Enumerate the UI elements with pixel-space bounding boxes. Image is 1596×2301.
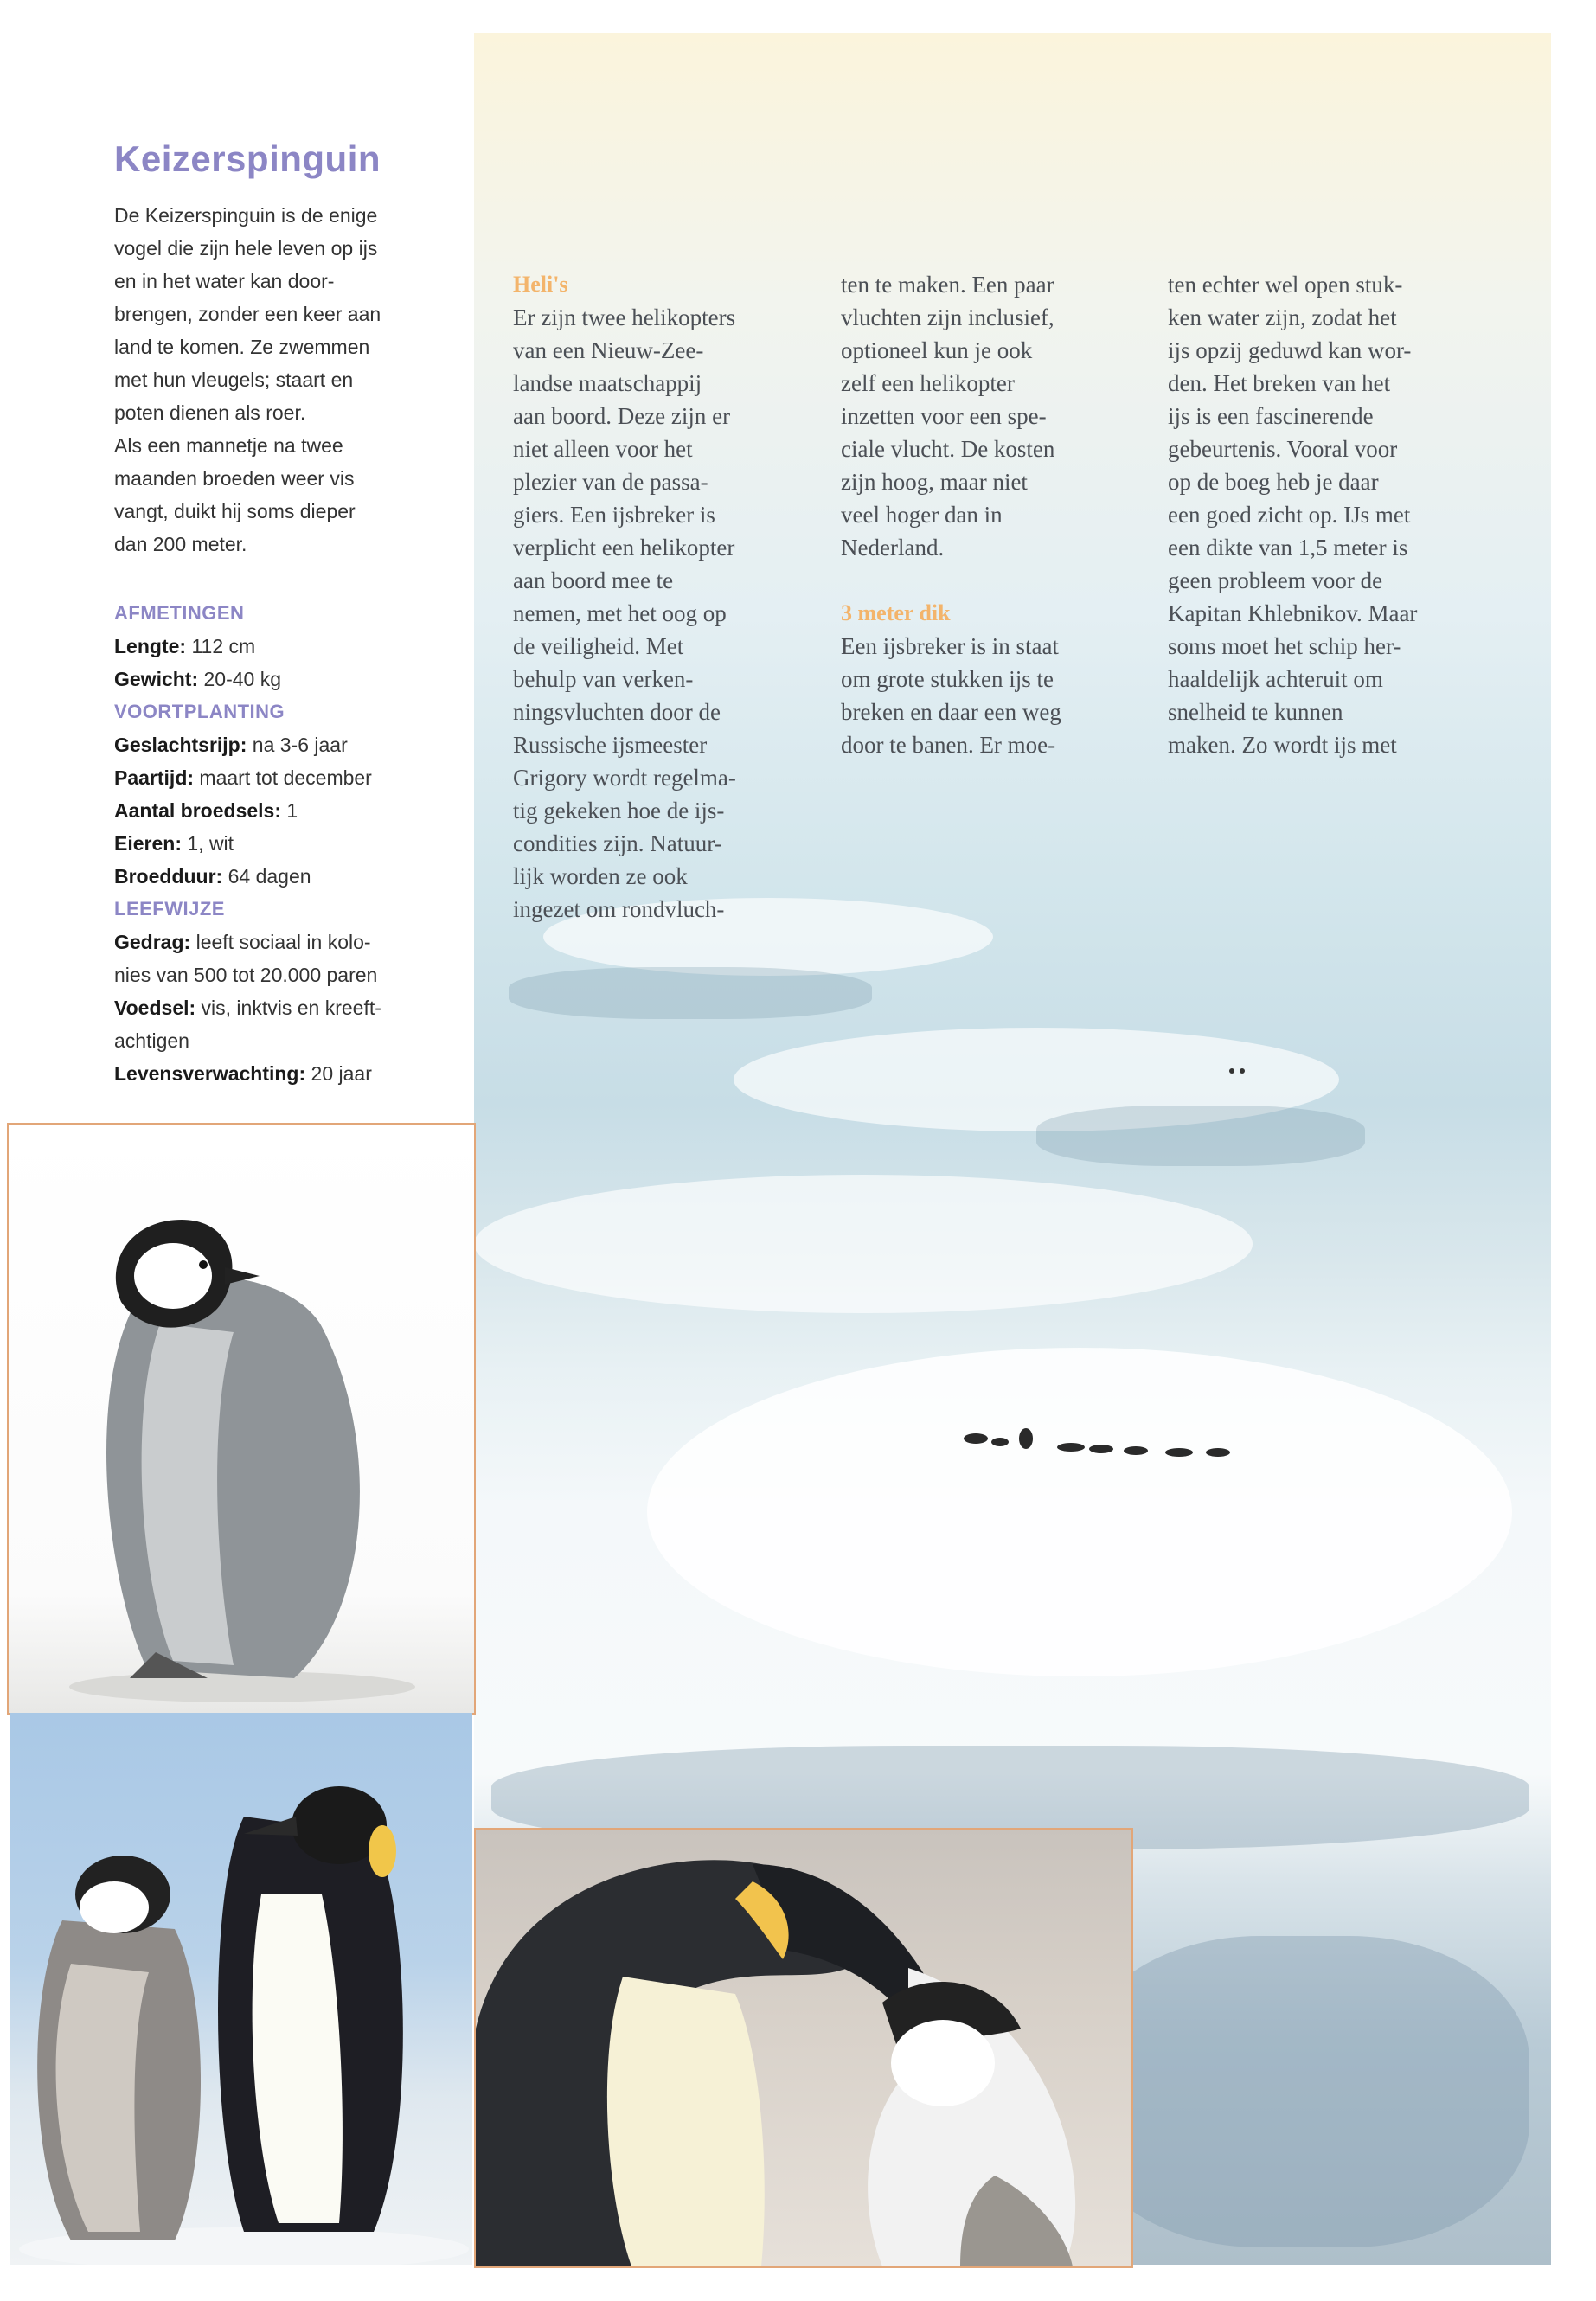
article-line: landse maatschappij: [513, 370, 702, 396]
article-line: Nederland.: [841, 535, 945, 561]
fact-label: Gedrag:: [114, 931, 191, 953]
article-column-1: [513, 268, 794, 926]
article-line: snelheid te kunnen: [1168, 699, 1343, 725]
article-line: ingezet om rondvluch-: [513, 896, 725, 922]
article-line: ken water zijn, zodat het: [1168, 304, 1397, 330]
article-line: geen probleem voor de: [1168, 567, 1383, 593]
article-line: ijs opzij geduwd kan wor-: [1168, 337, 1412, 363]
fact-value: 1: [281, 799, 298, 822]
paragraph-gap: [841, 564, 1122, 597]
fact-row: [114, 728, 434, 761]
intro-line: vangt, duikt hij soms dieper: [114, 500, 356, 522]
fact-value: 112 cm: [186, 635, 256, 657]
article-column-3: [1168, 268, 1449, 761]
facts-heading-voortplanting: VOORTPLANTING: [114, 701, 285, 722]
fact-label: Lengte:: [114, 635, 187, 657]
species-facts: [114, 597, 434, 1090]
article-line: breken en daar een weg: [841, 699, 1061, 725]
article-line: ciale vlucht. De kosten: [841, 436, 1055, 462]
article-line: tig gekeken hoe de ijs-: [513, 798, 725, 824]
species-sidebar: [114, 138, 434, 1090]
article-line: Een ijsbreker is in staat: [841, 633, 1059, 659]
intro-line: met hun vleugels; staart en: [114, 369, 354, 391]
fact-label: Eieren:: [114, 832, 182, 855]
article-line: veel hoger dan in: [841, 502, 1003, 528]
intro-line: De Keizerspinguin is de enige: [114, 204, 378, 227]
article-line: van een Nieuw-Zee-: [513, 337, 704, 363]
article-line: optioneel kun je ook: [841, 337, 1033, 363]
intro-line: Als een mannetje na twee: [114, 434, 343, 457]
fact-label: Broedduur:: [114, 865, 223, 888]
fact-row: [114, 926, 434, 958]
article-line: gebeurtenis. Vooral voor: [1168, 436, 1398, 462]
intro-line: land te komen. Ze zwemmen: [114, 336, 370, 358]
subhead-helis: Heli's: [513, 272, 568, 297]
article-line: Grigory wordt regelma-: [513, 765, 736, 791]
penguin-parent-feeding-photo: [474, 1828, 1133, 2268]
article-line: lijk worden ze ook: [513, 863, 688, 889]
fact-label: Paartijd:: [114, 766, 195, 789]
fact-row: [114, 991, 434, 1024]
article-line: een dikte van 1,5 meter is: [1168, 535, 1408, 561]
intro-line: dan 200 meter.: [114, 533, 247, 555]
penguin-chick-illustration: [9, 1125, 474, 1713]
article-line: een goed zicht op. IJs met: [1168, 502, 1411, 528]
article-line: Kapitan Khlebnikov. Maar: [1168, 600, 1418, 626]
article-line: op de boeg heb je daar: [1168, 469, 1379, 495]
fact-row: [114, 761, 434, 794]
fact-value: maart tot december: [194, 766, 372, 789]
article-line: aan boord mee te: [513, 567, 674, 593]
intro-line: poten dienen als roer.: [114, 401, 306, 424]
subhead-3-meter-dik: 3 meter dik: [841, 600, 951, 625]
article-line: Er zijn twee helikopters: [513, 304, 736, 330]
fact-value: leeft sociaal in kolo-: [190, 931, 371, 953]
facts-heading-afmetingen: AFMETINGEN: [114, 602, 245, 624]
fact-row: [114, 794, 434, 827]
article-line: niet alleen voor het: [513, 436, 693, 462]
species-intro: [114, 199, 434, 561]
penguin-chick-photo: [7, 1123, 476, 1715]
article-line: maken. Zo wordt ijs met: [1168, 732, 1397, 758]
article-line: vluchten zijn inclusief,: [841, 304, 1054, 330]
fact-row: [114, 860, 434, 893]
article-line: ijs is een fascinerende: [1168, 403, 1374, 429]
fact-value: na 3-6 jaar: [247, 734, 348, 756]
fact-row: [114, 827, 434, 860]
fact-row-continued: achtigen: [114, 1029, 189, 1052]
fact-row-continued: nies van 500 tot 20.000 paren: [114, 964, 378, 986]
article-line: zijn hoog, maar niet: [841, 469, 1028, 495]
penguin-line: [958, 1413, 1253, 1465]
fact-label: Aantal broedsels:: [114, 799, 281, 822]
penguin-duo-illustration: [10, 1713, 472, 2265]
fact-value: 20-40 kg: [198, 668, 282, 690]
article-line: inzetten voor een spe-: [841, 403, 1047, 429]
fact-row: [114, 1057, 434, 1090]
article-line: verplicht een helikopter: [513, 535, 735, 561]
intro-line: en in het water kan door-: [114, 270, 335, 292]
article-line: de veiligheid. Met: [513, 633, 684, 659]
species-title: Keizerspinguin: [114, 138, 381, 179]
article-line: zelf een helikopter: [841, 370, 1015, 396]
article-column-2: [841, 268, 1122, 761]
intro-line: vogel die zijn hele leven op ijs: [114, 237, 378, 260]
penguin-adult-and-chick-photo: [10, 1713, 472, 2265]
fact-value: 64 dagen: [222, 865, 311, 888]
fact-row: [114, 663, 434, 695]
article-line: giers. Een ijsbreker is: [513, 502, 715, 528]
article-line: aan boord. Deze zijn er: [513, 403, 731, 429]
fact-value: vis, inktvis en kreeft-: [195, 997, 381, 1019]
article-line: nemen, met het oog op: [513, 600, 727, 626]
article-line: ten te maken. Een paar: [841, 272, 1054, 298]
fact-label: Gewicht:: [114, 668, 199, 690]
distant-penguins: [1227, 1062, 1253, 1080]
penguin-pair-illustration: [476, 1830, 1131, 2266]
intro-line: brengen, zonder een keer aan: [114, 303, 381, 325]
article-line: behulp van verken-: [513, 666, 694, 692]
fact-label: Geslachtsrijp:: [114, 734, 247, 756]
article-line: door te banen. Er moe-: [841, 732, 1056, 758]
article-line: om grote stukken ijs te: [841, 666, 1054, 692]
article-line: plezier van de passa-: [513, 469, 708, 495]
article-line: haaldelijk achteruit om: [1168, 666, 1383, 692]
fact-value: 20 jaar: [305, 1062, 372, 1085]
facts-heading-leefwijze: LEEFWIJZE: [114, 898, 225, 920]
fact-label: Voedsel:: [114, 997, 196, 1019]
article-line: ningsvluchten door de: [513, 699, 721, 725]
article-line: Russische ijsmeester: [513, 732, 708, 758]
intro-line: maanden broeden weer vis: [114, 467, 355, 490]
article-line: ten echter wel open stuk-: [1168, 272, 1403, 298]
fact-label: Levensverwachting:: [114, 1062, 306, 1085]
article-line: condities zijn. Natuur-: [513, 830, 722, 856]
article-line: den. Het breken van het: [1168, 370, 1391, 396]
fact-value: 1, wit: [181, 832, 234, 855]
fact-row: [114, 630, 434, 663]
article-line: soms moet het schip her-: [1168, 633, 1401, 659]
